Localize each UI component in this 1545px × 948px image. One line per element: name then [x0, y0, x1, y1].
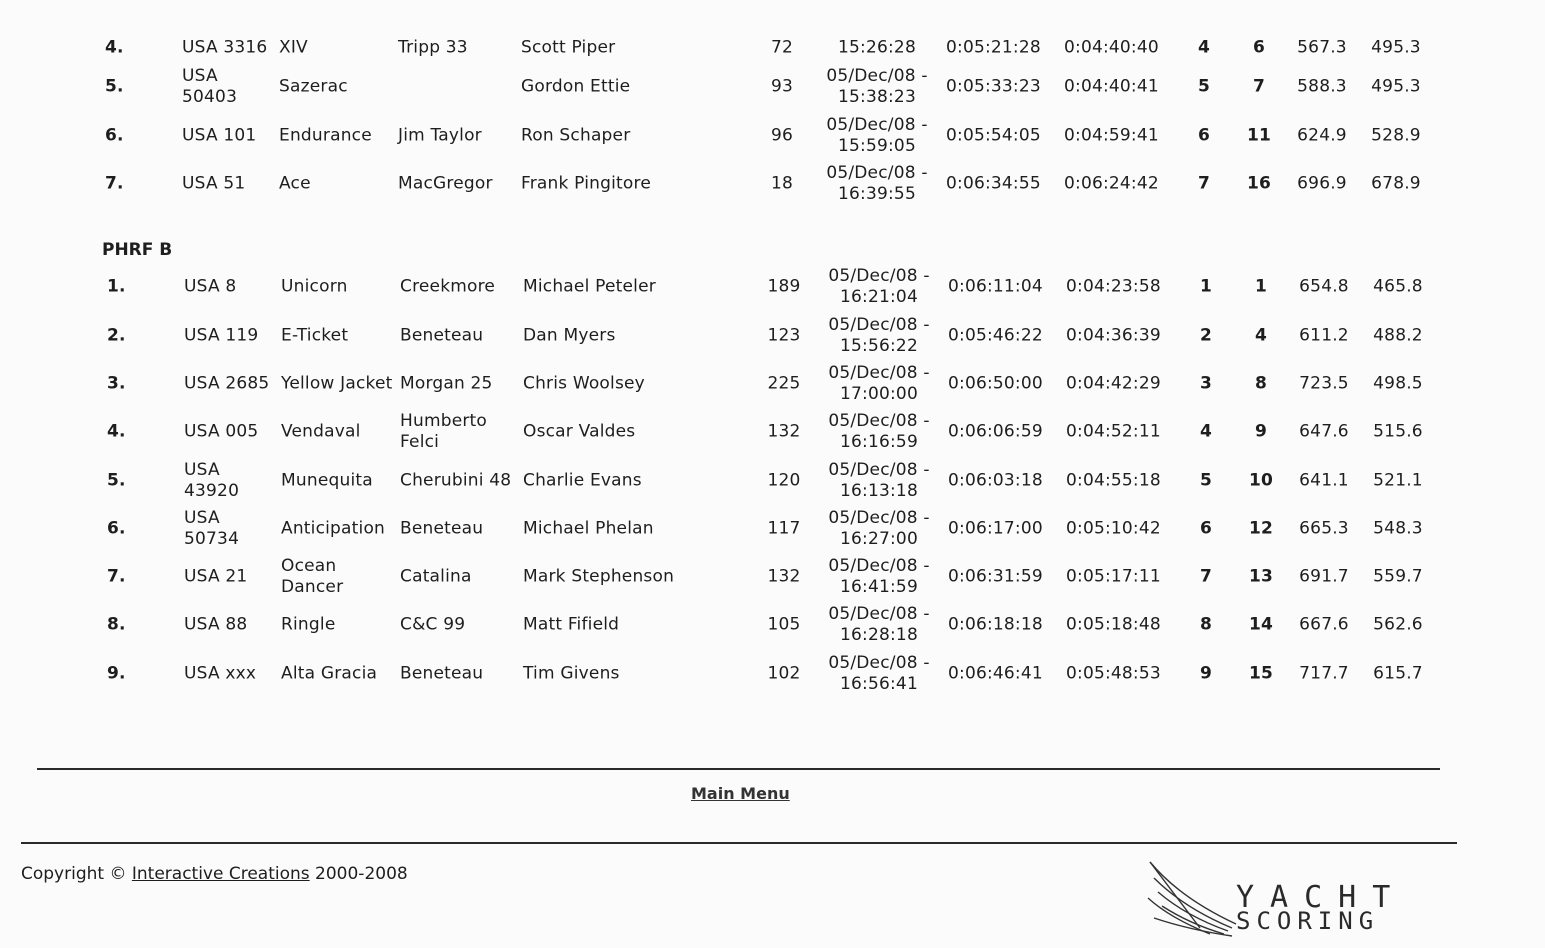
cell-sail: USA 3316: [182, 37, 268, 58]
cell-boat: Unicorn: [281, 276, 348, 297]
cell-ttotal: 588.3: [1297, 76, 1347, 97]
main-menu-link[interactable]: Main Menu: [691, 784, 790, 803]
cell-sail: USA 21: [184, 566, 248, 587]
cell-skipper: Chris Woolsey: [523, 373, 645, 394]
cell-corrected: 0:05:17:11: [1066, 566, 1161, 587]
logo-text-scoring: SCORING: [1236, 907, 1380, 935]
cell-skipper: Scott Piper: [521, 37, 616, 58]
cell-ctotal: 515.6: [1373, 421, 1423, 442]
cell-sail: USA xxx: [184, 663, 257, 684]
cell-place: 7: [1199, 566, 1213, 587]
cell-ctotal: 521.1: [1373, 470, 1423, 491]
cell-ctotal: 559.7: [1373, 566, 1423, 587]
cell-pos: 2.: [107, 325, 126, 346]
cell-sail: USA 88: [184, 614, 248, 635]
cell-place: 4: [1199, 421, 1213, 442]
cell-finish: 05/Dec/08 - 16:39:55: [826, 163, 928, 204]
cell-place: 5: [1199, 470, 1213, 491]
cell-pos: 5.: [105, 76, 124, 97]
cell-points: 10: [1248, 470, 1274, 491]
table-row: [0, 360, 1545, 408]
cell-skipper: Dan Myers: [523, 325, 616, 346]
cell-pos: 5.: [107, 470, 126, 491]
cell-finish: 05/Dec/08 - 16:16:59: [828, 411, 930, 452]
cell-rating: 132: [767, 421, 801, 442]
cell-model: Creekmore: [400, 276, 496, 297]
cell-rating: 120: [767, 470, 801, 491]
cell-corrected: 0:04:55:18: [1066, 470, 1161, 491]
cell-place: 1: [1199, 276, 1213, 297]
cell-skipper: Matt Fifield: [523, 614, 620, 635]
cell-finish: 05/Dec/08 - 16:21:04: [828, 266, 930, 307]
cell-sail: USA 43920: [184, 460, 240, 501]
cell-points: 9: [1254, 421, 1268, 442]
copyright-prefix: Copyright ©: [21, 864, 132, 884]
cell-skipper: Michael Phelan: [523, 518, 654, 539]
cell-corrected: 0:05:18:48: [1066, 614, 1161, 635]
cell-corrected: 0:05:48:53: [1066, 663, 1161, 684]
interactive-creations-link[interactable]: Interactive Creations: [131, 864, 310, 884]
cell-elapsed: 0:06:06:59: [948, 421, 1043, 442]
cell-sail: USA 2685: [184, 373, 270, 394]
cell-place: 7: [1197, 173, 1211, 194]
cell-sail: USA 50403: [182, 66, 238, 107]
table-row: [0, 505, 1545, 553]
cell-skipper: Oscar Valdes: [523, 421, 636, 442]
cell-finish: 05/Dec/08 - 16:41:59: [828, 556, 930, 597]
cell-model: Morgan 25: [400, 373, 493, 394]
yacht-scoring-logo: [1140, 858, 1460, 938]
cell-place: 8: [1199, 614, 1213, 635]
cell-place: 4: [1197, 37, 1211, 58]
cell-model: Catalina: [400, 566, 472, 587]
cell-elapsed: 0:05:33:23: [946, 76, 1041, 97]
cell-corrected: 0:04:52:11: [1066, 421, 1161, 442]
cell-corrected: 0:05:10:42: [1066, 518, 1161, 539]
cell-pos: 7.: [105, 173, 124, 194]
cell-ttotal: 723.5: [1299, 373, 1349, 394]
cell-model: Jim Taylor: [398, 125, 482, 146]
cell-ttotal: 611.2: [1299, 325, 1349, 346]
cell-ctotal: 548.3: [1373, 518, 1423, 539]
cell-skipper: Tim Givens: [523, 663, 620, 684]
cell-points: 12: [1248, 518, 1274, 539]
cell-ctotal: 528.9: [1371, 125, 1421, 146]
cell-elapsed: 0:06:17:00: [948, 518, 1043, 539]
cell-rating: 132: [767, 566, 801, 587]
cell-skipper: Michael Peteler: [523, 276, 656, 297]
cell-pos: 9.: [107, 663, 126, 684]
cell-ctotal: 495.3: [1371, 76, 1421, 97]
cell-points: 11: [1246, 125, 1272, 146]
cell-pos: 7.: [107, 566, 126, 587]
table-row: [0, 160, 1545, 208]
cell-skipper: Frank Pingitore: [521, 173, 652, 194]
cell-ttotal: 667.6: [1299, 614, 1349, 635]
cell-finish: 15:26:28: [838, 37, 916, 58]
cell-rating: 105: [767, 614, 801, 635]
cell-boat: Yellow Jacket: [281, 373, 393, 394]
cell-elapsed: 0:06:18:18: [948, 614, 1043, 635]
cell-elapsed: 0:06:50:00: [948, 373, 1043, 394]
cell-ttotal: 567.3: [1297, 37, 1347, 58]
cell-points: 13: [1248, 566, 1274, 587]
cell-sail: USA 51: [182, 173, 246, 194]
cell-pos: 6.: [107, 518, 126, 539]
cell-points: 7: [1252, 76, 1266, 97]
cell-finish: 05/Dec/08 - 15:56:22: [828, 315, 930, 356]
cell-place: 9: [1199, 663, 1213, 684]
cell-finish: 05/Dec/08 - 15:59:05: [826, 115, 928, 156]
cell-elapsed: 0:06:11:04: [948, 276, 1043, 297]
cell-corrected: 0:04:23:58: [1066, 276, 1161, 297]
cell-finish: 05/Dec/08 - 17:00:00: [828, 363, 930, 404]
cell-ttotal: 691.7: [1299, 566, 1349, 587]
cell-ctotal: 498.5: [1373, 373, 1423, 394]
cell-ttotal: 654.8: [1299, 276, 1349, 297]
cell-elapsed: 0:05:46:22: [948, 325, 1043, 346]
cell-boat: Anticipation: [281, 518, 386, 539]
cell-sail: USA 101: [182, 125, 257, 146]
cell-model: Tripp 33: [398, 37, 468, 58]
cell-boat: Munequita: [281, 470, 373, 491]
cell-points: 1: [1254, 276, 1268, 297]
table-row: [0, 312, 1545, 360]
cell-boat: Sazerac: [279, 76, 348, 97]
cell-sail: USA 005: [184, 421, 259, 442]
cell-ttotal: 717.7: [1299, 663, 1349, 684]
cell-points: 6: [1252, 37, 1266, 58]
table-row: [0, 650, 1545, 698]
cell-rating: 225: [767, 373, 801, 394]
cell-ctotal: 465.8: [1373, 276, 1423, 297]
cell-ttotal: 665.3: [1299, 518, 1349, 539]
table-row: [0, 63, 1545, 111]
cell-boat: Ace: [279, 173, 311, 194]
cell-place: 2: [1199, 325, 1213, 346]
copyright-years: 2000-2008: [309, 864, 408, 884]
cell-pos: 3.: [107, 373, 126, 394]
cell-skipper: Ron Schaper: [521, 125, 631, 146]
cell-rating: 189: [767, 276, 801, 297]
cell-finish: 05/Dec/08 - 16:28:18: [828, 604, 930, 645]
cell-boat: Endurance: [279, 125, 372, 146]
cell-model: Humberto Felci: [400, 411, 488, 452]
cell-finish: 05/Dec/08 - 16:13:18: [828, 460, 930, 501]
cell-ctotal: 562.6: [1373, 614, 1423, 635]
cell-elapsed: 0:06:46:41: [948, 663, 1043, 684]
cell-model: Cherubini 48: [400, 470, 512, 491]
cell-place: 5: [1197, 76, 1211, 97]
cell-corrected: 0:06:24:42: [1064, 173, 1159, 194]
cell-rating: 93: [770, 76, 794, 97]
table-row: [0, 553, 1545, 601]
cell-model: MacGregor: [398, 173, 493, 194]
cell-ctotal: 495.3: [1371, 37, 1421, 58]
cell-elapsed: 0:05:21:28: [946, 37, 1041, 58]
cell-boat: Alta Gracia: [281, 663, 378, 684]
cell-corrected: 0:04:42:29: [1066, 373, 1161, 394]
cell-model: C&C 99: [400, 614, 466, 635]
cell-points: 15: [1248, 663, 1274, 684]
cell-rating: 123: [767, 325, 801, 346]
cell-sail: USA 50734: [184, 508, 240, 549]
cell-rating: 102: [767, 663, 801, 684]
cell-model: Beneteau: [400, 325, 484, 346]
cell-points: 8: [1254, 373, 1268, 394]
cell-model: Beneteau: [400, 518, 484, 539]
cell-points: 4: [1254, 325, 1268, 346]
cell-boat: E-Ticket: [281, 325, 349, 346]
cell-rating: 18: [770, 173, 794, 194]
cell-elapsed: 0:06:31:59: [948, 566, 1043, 587]
cell-rating: 96: [770, 125, 794, 146]
section-title: PHRF B: [102, 240, 173, 260]
logo-text-yacht: YACHT: [1236, 880, 1407, 915]
table-row: [0, 408, 1545, 456]
cell-corrected: 0:04:36:39: [1066, 325, 1161, 346]
sail-icon: [1140, 858, 1250, 938]
cell-ttotal: 647.6: [1299, 421, 1349, 442]
cell-ttotal: 624.9: [1297, 125, 1347, 146]
cell-pos: 4.: [105, 37, 124, 58]
cell-ttotal: 641.1: [1299, 470, 1349, 491]
cell-points: 14: [1248, 614, 1274, 635]
table-row: [0, 601, 1545, 649]
cell-pos: 6.: [105, 125, 124, 146]
cell-elapsed: 0:05:54:05: [946, 125, 1041, 146]
cell-sail: USA 119: [184, 325, 259, 346]
table-row: [0, 457, 1545, 505]
cell-ctotal: 615.7: [1373, 663, 1423, 684]
divider-bottom: [21, 842, 1457, 844]
cell-elapsed: 0:06:34:55: [946, 173, 1041, 194]
cell-pos: 4.: [107, 421, 126, 442]
cell-sail: USA 8: [184, 276, 237, 297]
cell-rating: 72: [770, 37, 794, 58]
table-row: [0, 263, 1545, 311]
cell-corrected: 0:04:40:41: [1064, 76, 1159, 97]
cell-ttotal: 696.9: [1297, 173, 1347, 194]
cell-skipper: Mark Stephenson: [523, 566, 675, 587]
cell-skipper: Gordon Ettie: [521, 76, 631, 97]
cell-boat: Ocean Dancer: [281, 556, 344, 597]
copyright-notice: [21, 864, 408, 884]
cell-boat: Ringle: [281, 614, 336, 635]
cell-pos: 8.: [107, 614, 126, 635]
cell-finish: 05/Dec/08 - 16:27:00: [828, 508, 930, 549]
cell-model: Beneteau: [400, 663, 484, 684]
cell-pos: 1.: [107, 276, 126, 297]
cell-finish: 05/Dec/08 - 15:38:23: [826, 66, 928, 107]
cell-place: 6: [1199, 518, 1213, 539]
cell-corrected: 0:04:40:40: [1064, 37, 1159, 58]
cell-place: 3: [1199, 373, 1213, 394]
cell-ctotal: 678.9: [1371, 173, 1421, 194]
cell-ctotal: 488.2: [1373, 325, 1423, 346]
cell-skipper: Charlie Evans: [523, 470, 642, 491]
cell-boat: Vendaval: [281, 421, 361, 442]
table-row: [0, 112, 1545, 160]
cell-finish: 05/Dec/08 - 16:56:41: [828, 653, 930, 694]
cell-boat: XIV: [279, 37, 308, 58]
cell-points: 16: [1246, 173, 1272, 194]
cell-corrected: 0:04:59:41: [1064, 125, 1159, 146]
divider-top: [37, 768, 1440, 770]
cell-rating: 117: [767, 518, 801, 539]
cell-place: 6: [1197, 125, 1211, 146]
cell-elapsed: 0:06:03:18: [948, 470, 1043, 491]
